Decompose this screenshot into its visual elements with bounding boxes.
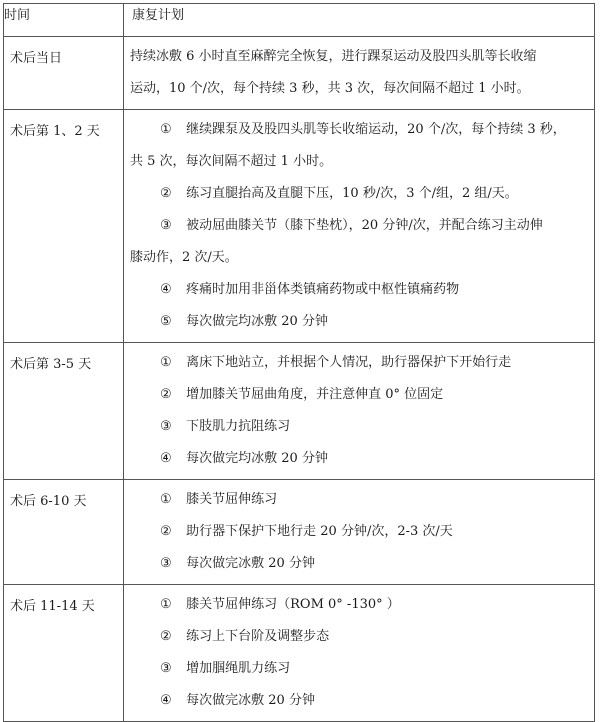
row-time: 术后 11-14 天	[4, 585, 124, 722]
row-plan	[124, 480, 595, 585]
plan-item	[130, 516, 588, 548]
plan-item	[130, 484, 588, 516]
row-time: 术后 6-10 天	[4, 480, 124, 585]
plan-item	[130, 114, 588, 146]
plan-item	[130, 306, 588, 338]
item-number: ③	[160, 661, 172, 676]
item-text: 练习上下台阶及调整步态	[186, 629, 330, 644]
plan-text: 持续冰敷 6 小时直至麻醉完全恢复，进行踝泵运动及股四头肌等长收缩	[130, 49, 537, 64]
table-row	[4, 343, 595, 480]
table-row	[4, 37, 595, 110]
row-time: 术后第 3-5 天	[4, 343, 124, 480]
item-number: ④	[160, 282, 172, 297]
item-text: 疼痛时加用非甾体类镇痛药物或中枢性镇痛药物	[186, 282, 460, 297]
item-text: 增加膝关节屈曲角度，并注意伸直 0° 位固定	[186, 387, 444, 402]
item-text: 被动屈曲膝关节（膝下垫枕），20 分钟/次，并配合练习主动伸	[186, 218, 543, 233]
item-number: ①	[160, 597, 172, 612]
item-number: ②	[160, 387, 172, 402]
row-time: 术后第 1、2 天	[4, 110, 124, 343]
row-plan	[124, 37, 595, 110]
item-number: ②	[160, 186, 172, 201]
item-text: 练习直腿抬高及直腿下压，10 秒/次，3 个/组，2 组/天。	[186, 186, 518, 201]
item-text: 每次做完均冰敷 20 分钟	[186, 314, 328, 329]
table-row	[4, 110, 595, 343]
plan-item	[130, 178, 588, 210]
item-number: ③	[160, 419, 172, 434]
table-row	[4, 480, 595, 585]
item-number: ①	[160, 355, 172, 370]
item-number: ③	[160, 556, 172, 571]
item-text: 下肢肌力抗阻练习	[186, 419, 291, 434]
plan-item-continuation: 膝动作，2 次/天。	[130, 250, 238, 265]
header-plan: 康复计划	[124, 4, 595, 37]
rehab-plan-table	[3, 3, 595, 722]
item-number: ④	[160, 451, 172, 466]
plan-item	[130, 347, 588, 379]
plan-item	[130, 274, 588, 306]
item-text: 助行器下保护下地行走 20 分钟/次，2-3 次/天	[186, 524, 453, 539]
item-number: ①	[160, 122, 172, 137]
item-text: 膝关节屈伸练习	[186, 492, 278, 507]
plan-item	[130, 685, 588, 717]
item-number: ③	[160, 218, 172, 233]
row-time: 术后当日	[4, 37, 124, 110]
item-number: ②	[160, 629, 172, 644]
row-plan	[124, 585, 595, 722]
plan-text: 运动，10 个/次，每个持续 3 秒，共 3 次，每次间隔不超过 1 小时。	[130, 81, 530, 96]
item-number: ⑤	[160, 314, 172, 329]
plan-item	[130, 589, 588, 621]
plan-item	[130, 411, 588, 443]
plan-item-continuation: 共 5 次，每次间隔不超过 1 小时。	[130, 154, 333, 169]
plan-item	[130, 621, 588, 653]
item-text: 每次做完冰敷 20 分钟	[186, 693, 315, 708]
item-text: 离床下地站立，并根据个人情况，助行器保护下开始行走	[186, 355, 512, 370]
item-text: 膝关节屈伸练习（ROM 0° -130° ）	[186, 597, 400, 612]
item-text: 每次做完冰敷 20 分钟	[186, 556, 315, 571]
header-time: 时间	[4, 4, 124, 37]
plan-item	[130, 379, 588, 411]
row-plan	[124, 343, 595, 480]
table-row	[4, 585, 595, 722]
plan-item	[130, 653, 588, 685]
table-header-row	[4, 4, 595, 37]
item-number: ②	[160, 524, 172, 539]
item-text: 继续踝泵及及股四头肌等长收缩运动，20 个/次，每个持续 3 秒，	[186, 122, 566, 137]
item-number: ④	[160, 693, 172, 708]
item-text: 每次做完均冰敷 20 分钟	[186, 451, 328, 466]
item-number: ①	[160, 492, 172, 507]
plan-item	[130, 548, 588, 580]
plan-item	[130, 210, 588, 242]
item-text: 增加腘绳肌力练习	[186, 661, 291, 676]
plan-item	[130, 443, 588, 475]
row-plan	[124, 110, 595, 343]
